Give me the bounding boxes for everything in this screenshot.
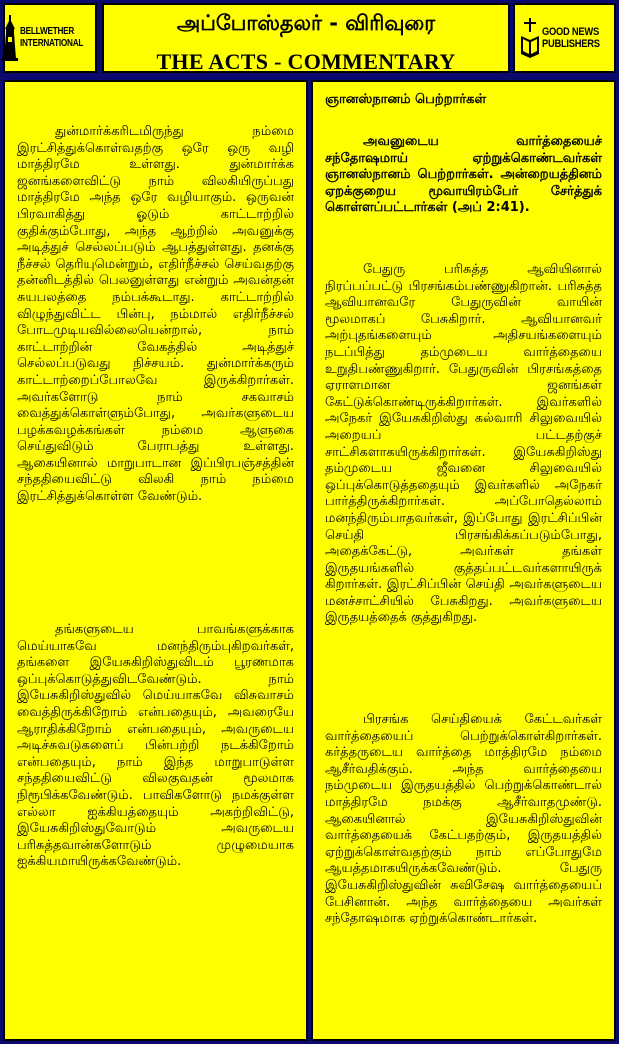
logo-left-line1: BELLWETHER (20, 26, 75, 37)
logo-right-line2: PUBLISHERS (541, 38, 600, 50)
right-column (311, 80, 616, 1041)
scripture-quote: அவனுடைய வார்த்தையைச் சந்தோஷமாய் ஏற்றுக்கொண்டவர்கள் ஞானஸ்நானம் பெற்றார்கள். அன்றையத்தினம் ஏறக்குறைய மூவாயிரம்பேர் சேர்த்துக் கொள்ளப்பட்டார்கள் (அப் 2:41). (325, 134, 602, 216)
title-english: THE ACTS - COMMENTARY (156, 49, 456, 74)
good-news-logo (513, 3, 616, 73)
bellwether-tower-icon (2, 15, 18, 61)
left-paragraph-1: துன்மார்க்கரிடமிருந்து நம்மை இரட்சித்துக்கொள்வதற்கு ஒரே ஒரு வழி மாத்திரமே உள்ளது. துன்மார்க்க ஜனங்களைவிட்டு நாம் விலகியிருப்பது மாத்திரமே அந்த ஒரே வழியாகும். ஒருவன் பிரவாகித்து ஓடும் காட்டாற்றில் குதிக்கும்போது, அந்த ஆற்றில் அவனுக்கு அடித்துச் செல்லப்படும் ஆபத்துள்ளது. தனக்கு நீச்சல் தெரியுமென்றும், எதிர்நீச்சல் செய்வதற்கு தன்னிடத்தில் பெலனுள்ளது என்றும் அவன்தன் சுயபலத்தை நம்பக்கூடாது. காட்டாற்றில் விழுந்துவிட்ட பின்பு, நம்மால் எதிர்நீச்சல் போடமுடியவில்லையென்றால், நாம் காட்டாற்றின் வேகத்தில் அடித்துச் செல்லப்படுவது நிச்சயம். துன்மார்க்கரும் காட்டாற்றைப்போலவே இருக்கிறார்கள். அவர்களோடு நாம் சகவாசம் வைத்துக்கொள்ளும்போது, அவர்களுடைய பழக்கவழக்கங்கள் நம்மை ஆளுகை செய்துவிடும் பேராபத்து உள்ளது. ஆகையினால் மாறுபாடான இப்பிரபஞ்சத்தின் சந்ததியைவிட்டு விலகி நாம் நம்மை இரட்சித்துக்கொள்ள வேண்டும். (17, 124, 294, 505)
title-tamil: அப்போஸ்தலர் - விரிவுரை (176, 11, 436, 35)
logo-right-line1: GOOD NEWS (541, 26, 599, 38)
left-column (3, 80, 308, 1041)
right-paragraph-2: பிரசங்க செய்தியைக் கேட்டவர்கள் வார்த்தையைப் பெற்றுக்கொள்கிறார்கள். கர்த்தருடைய வார்த்தை மாத்திரமே நம்மை ஆசீர்வதிக்கும். அந்த வார்த்தையை நம்முடைய இருதயத்தில் பெற்றுக்கொண்டால் மாத்திரமே நமக்கு ஆசீர்வாதமுண்டு. ஆகையினால் இயேசுகிறிஸ்துவின் வார்த்தையைக் கேட்பதற்கும், இருதயத்தில் ஏற்றுக்கொள்வதற்கும் நாம் எப்போதுமே ஆயத்தமாகயிருக்கவேண்டும். பேதுரு இயேசுகிறிஸ்துவின் சுவிசேஷ வார்த்தையைப் பேசினான். அந்த வார்த்தையை அவர்கள் சந்தோஷமாக ஏற்றுக்கொண்டார்கள். (325, 712, 602, 927)
right-paragraph-1: பேதுரு பரிசுத்த ஆவியினால் நிரப்பப்பட்டு பிரசங்கம்பண்ணுகிறான். பரிசுத்த ஆவியானவரே பேதுருவின் வாயின் மூலமாகப் பேசுகிறார். ஆவியானவர் அற்புதங்களையும் அதிசயங்களையும் நடப்பித்து தம்முடைய வார்த்தையை உறுதிபண்ணுகிறார். பேதுருவின் பிரசங்கத்தை ஏராளமான ஜனங்கள் கேட்டுக்கொண்டிருக்கிறார்கள். இவர்களில் அநேகர் இயேசுகிறிஸ்து கல்வாரி சிலுவையில் அறையப் பட்டதற்குச் சாட்சிகளாகயிருக்கிறார்கள். இயேசுகிறிஸ்து தம்முடைய ஜீவனை சிலுவையில் ஒப்புக்கொடுத்ததையும் இவர்களில் அநேகர் பார்த்திருக்கிறார்கள். அப்போதெல்லாம் மனந்திரும்பாதவர்கள், இப்போது இரட்சிப்பின் செய்தி பிரசங்கிக்கப்படும்போது, அதைக்கேட்டு, அவர்கள் தங்கள் இருதயங்களில் குத்தப்பட்டவர்களாயிருக் கிறார்கள். இரட்சிப்பின் செய்தி அவர்களுடைய மனச்சாட்சியில் பேசுகிறது. அவர்களுடைய இருதயத்தைக் குத்துகிறது. (325, 262, 602, 626)
section-heading: ஞானஸ்நானம் பெற்றார்கள் (325, 92, 487, 107)
open-book-icon (520, 18, 540, 58)
left-paragraph-2: தங்களுடைய பாவங்களுக்காக மெய்யாகவே மனந்திரும்புகிறவர்கள், தங்களை இயேசுகிறிஸ்துவிடம் பூரணமாக ஒப்புக்கொடுத்துவிடவேண்டும். நாம் இயேசுகிறிஸ்துவில் மெய்யாகவே விசுவாசம் வைத்திருக்கிறோம் என்பதையும், அவரையே ஆராதிக்கிறோம் என்பதையும், அவருடைய அடிச்சுவடுகளைப் பின்பற்றி நடக்கிறோம் என்பதையும், நாம் இந்த மாறுபாடுள்ள சந்ததியைவிட்டு விலகுவதன் மூலமாக நிரூபிக்கவேண்டும். பாவிகளோடு நமக்குள்ள எல்லா ஐக்கியத்தையும் அகற்றிவிட்டு, இயேசுகிறிஸ்துவோடும் அவருடைய பரிசுத்தவான்களோடும் முழுமையாக ஐக்கியமாயிருக்கவேண்டும். (17, 622, 294, 870)
logo-left-line2: INTERNATIONAL (20, 38, 84, 49)
bellwether-logo (3, 3, 97, 73)
page-header (102, 3, 510, 73)
